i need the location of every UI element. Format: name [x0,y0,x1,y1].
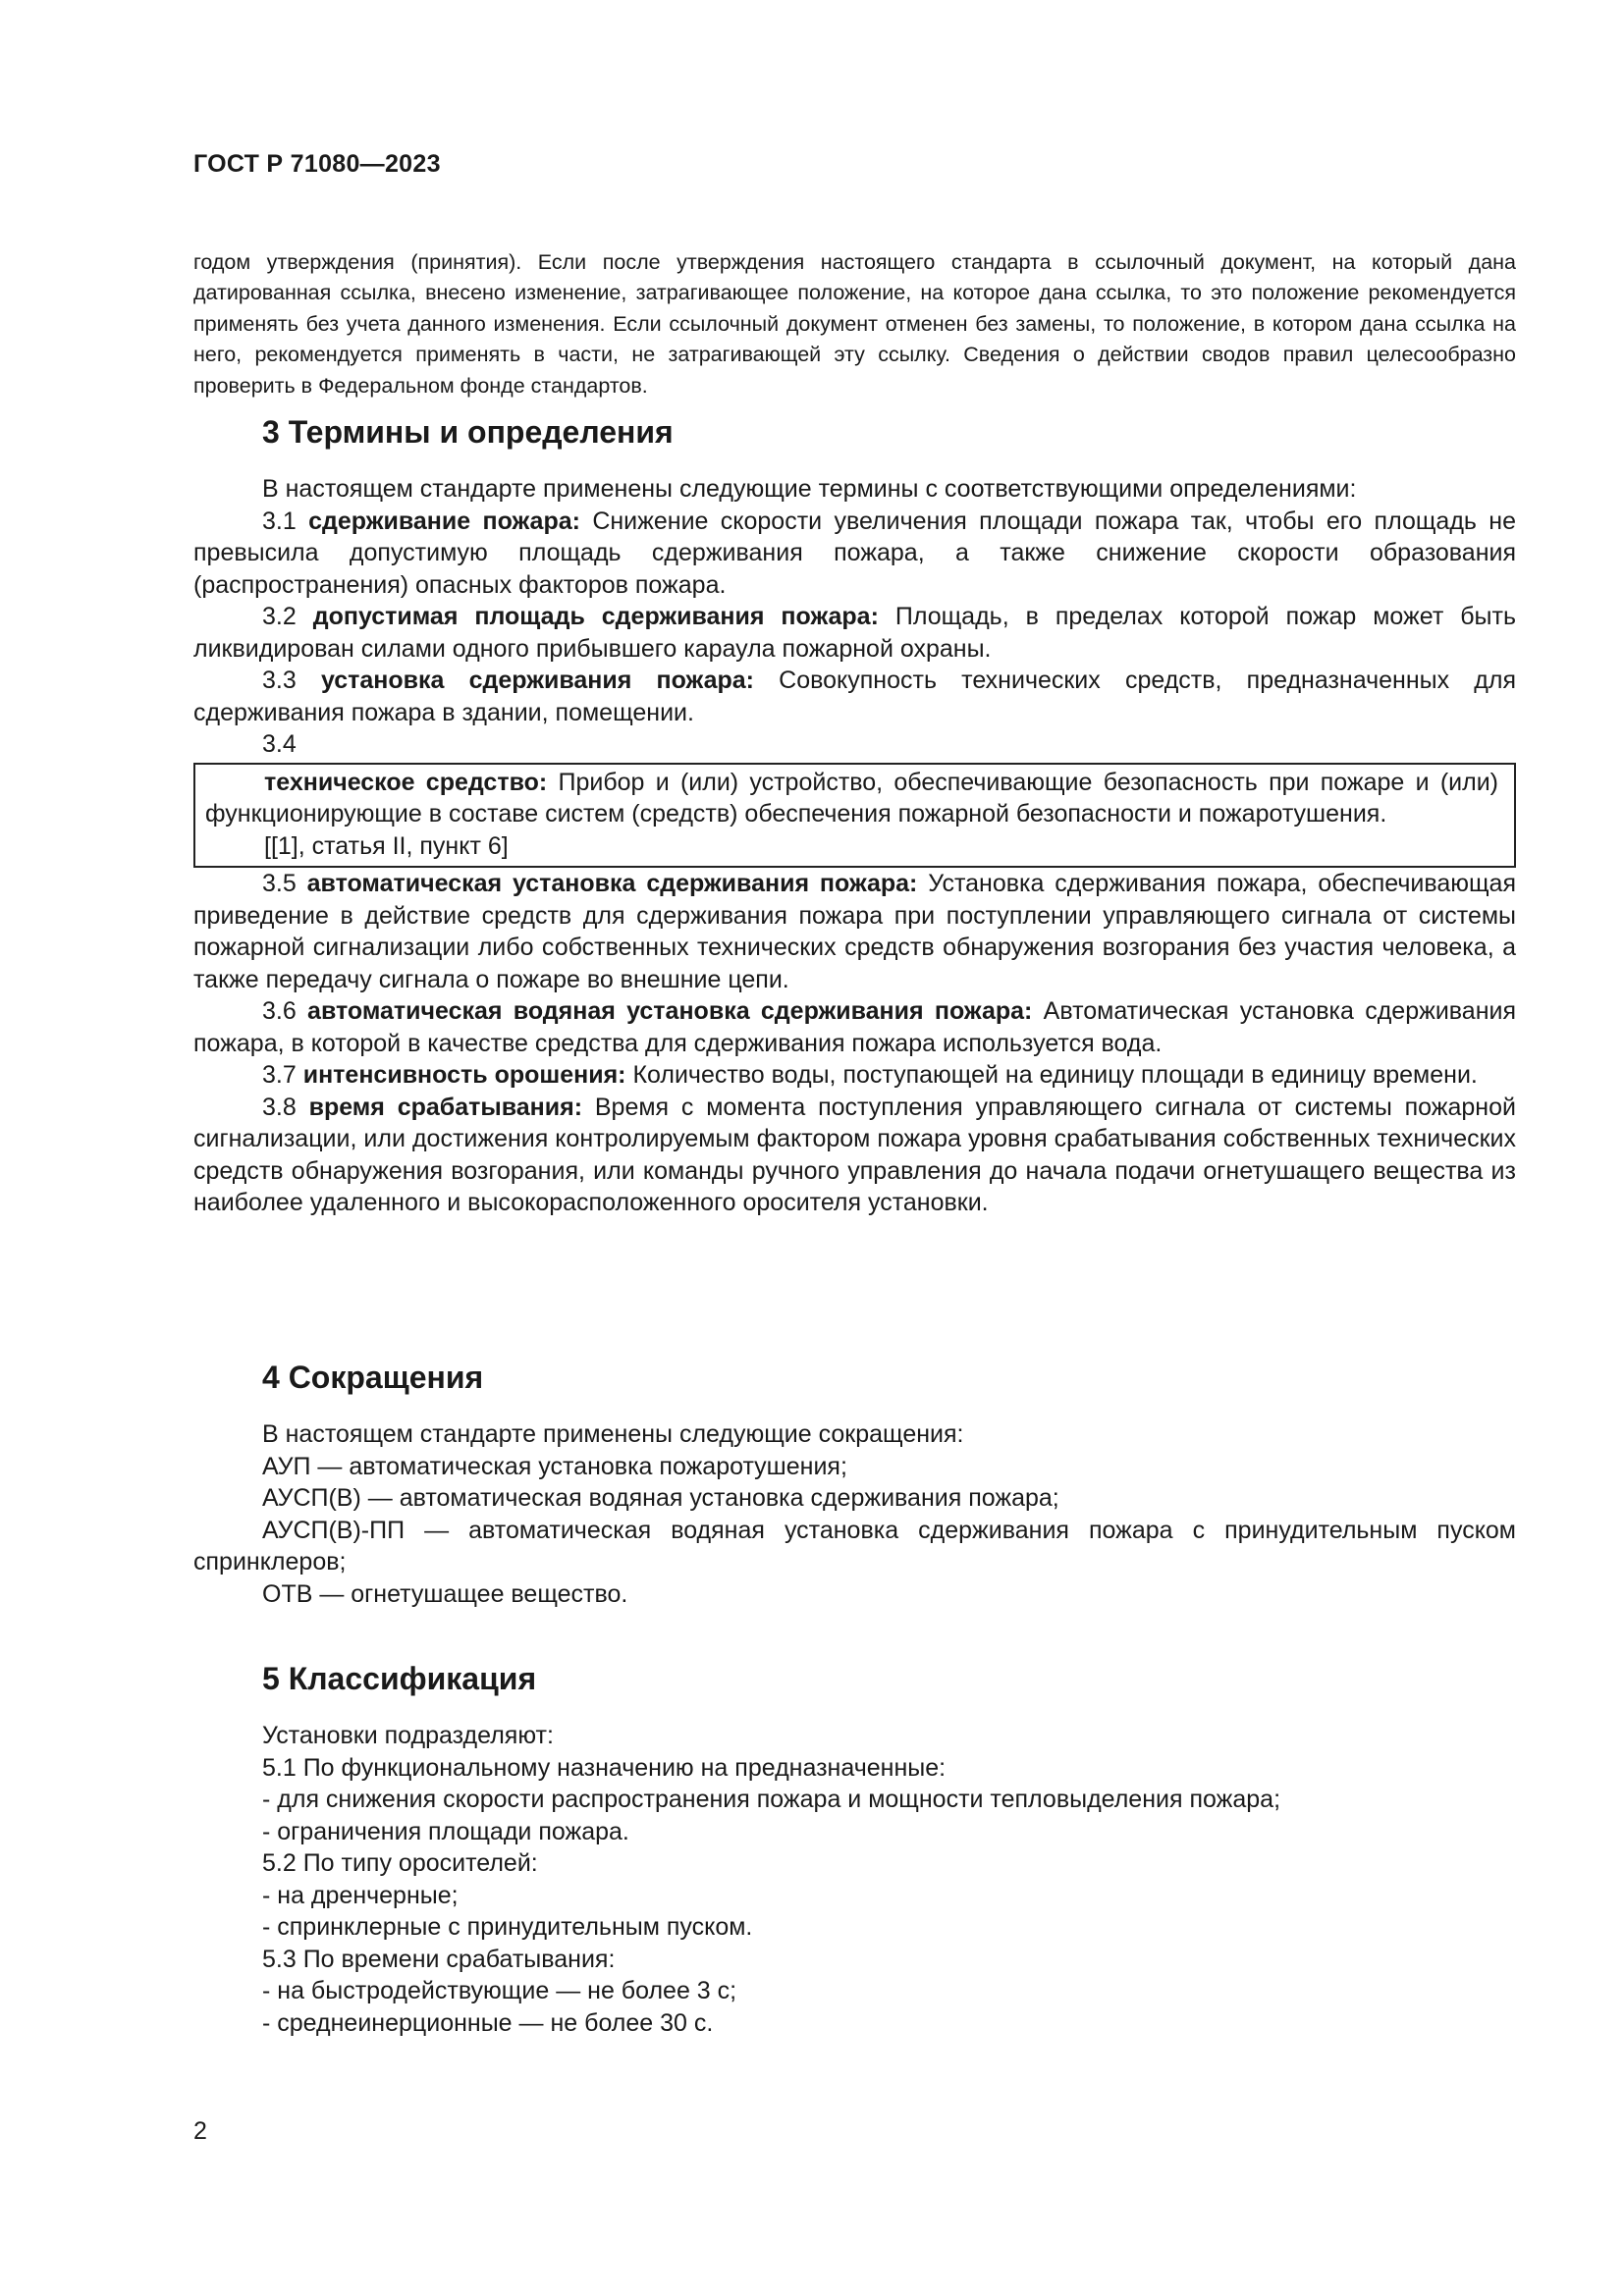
term-3-8: 3.8 время срабатывания: Время с момента поступления управляющего сигнала от системы пожарной сигнализации, или достижения контролируемым фактором пожара уровня срабатывания собственных технических средств обнаружения возгорания, или команды ручного управления до начала подачи огнетушащего вещества из наиболее удаленного и высокорасположенного оросителя установки. [193,1093,1516,1216]
term-3-4: техническое средство: Прибор и (или) устройство, обеспечивающие безопасность при пожаре и (или) функционирующие в составе систем (средств) обеспечения пожарной безопасности и пожаротушения. [205,768,1499,828]
section-classification [193,1659,1516,2039]
term-3-7: 3.7 интенсивность орошения: Количество воды, поступающей на единицу площади в единицу времени. [262,1061,1478,1089]
term-3-2: 3.2 допустимая площадь сдерживания пожара: Площадь, в пределах которой пожар может быть ликвидирован силами одного прибывшего караула пожарной охраны. [193,603,1517,663]
abbreviation-item: ОТВ — огнетушащее вещество. [262,1579,628,1608]
classification-line: - среднеинерционные — не более 30 с. [262,2008,714,2037]
term-3-4-source: [[1], статья II, пункт 6] [264,831,509,860]
classification-line: Установки подразделяют: [262,1722,554,1749]
classification-line: - на дренчерные; [262,1881,459,1909]
classification-line: 5.2 По типу оросителей: [262,1849,538,1877]
term-3-1: 3.1 сдерживание пожара: Снижение скорости увеличения площади пожара так, чтобы его площадь не превысила допустимую площадь сдерживания пожара, а также снижение скорости образования (распространения) опасных факторов пожара. [193,507,1517,599]
intro-paragraph: годом утверждения (принятия). Если после утверждения настоящего стандарта в ссылочный документ, на который дана датированная ссылка, внесено изменение, затрагивающее положение, на которое дана ссылка, то это положение рекомендуется применять без учета данного изменения. Если ссылочный документ отменен без замены, то положение, в котором дана ссылка на него, рекомендуется применять в части, не затрагивающей эту ссылку. Сведения о действии сводов правил целесообразно проверить в Федеральном фонде стандартов. [193,249,1516,398]
classification-line: - спринклерные с принудительным пуском. [262,1913,753,1941]
section-terms [193,412,1516,1219]
section-title: 5 Классификация [262,1661,537,1696]
classification-line: - для снижения скорости распространения пожара и мощности тепловыделения пожара; [262,1786,1281,1813]
term-3-4-box [193,763,1516,869]
classification-line: 5.1 По функциональному назначению на предназначенные: [262,1753,947,1782]
abbreviation-item: АУСП(В)-ПП — автоматическая водяная установка сдерживания пожара с принудительным пуском спринклеров; [193,1516,1516,1575]
classification-line: - ограничения площади пожара. [262,1817,629,1845]
abbreviation-item: АУП — автоматическая установка пожаротушения; [262,1452,847,1480]
section-title: 4 Сокращения [262,1360,484,1395]
term-3-3: 3.3 установка сдерживания пожара: Совокупность технических средств, предназначенных для сдерживания пожара в здании, помещении. [193,667,1516,726]
classification-line: - на быстродействующие — не более 3 с; [262,1977,737,2004]
section-abbreviations [193,1358,1516,1610]
section-lead: В настоящем стандарте применены следующие термины с соответствующими определениями: [262,475,1357,503]
section-lead: В настоящем стандарте применены следующие сокращения: [262,1420,964,1448]
classification-line: 5.3 По времени срабатывания: [262,1945,616,1973]
standard-code: ГОСТ Р 71080—2023 [193,150,441,178]
term-3-5: 3.5 автоматическая установка сдерживания пожара: Установка сдерживания пожара, обеспечивающая приведение в действие средств для сдерживания пожара при поступлении управляющего сигнала от системы пожарной сигнализации либо собственных технических средств обнаружения возгорания без участия человека, а также передачу сигнала о пожаре во внешние цепи. [193,870,1516,993]
section-title: 3 Термины и определения [262,414,674,450]
term-3-6: 3.6 автоматическая водяная установка сдерживания пожара: Автоматическая установка сдерживания пожара, в которой в качестве средства для сдерживания пожара используется вода. [193,997,1516,1057]
page-number: 2 [193,2117,207,2145]
term-3-4-number: 3.4 [262,730,297,758]
abbreviation-item: АУСП(В) — автоматическая водяная установка сдерживания пожара; [262,1484,1059,1512]
